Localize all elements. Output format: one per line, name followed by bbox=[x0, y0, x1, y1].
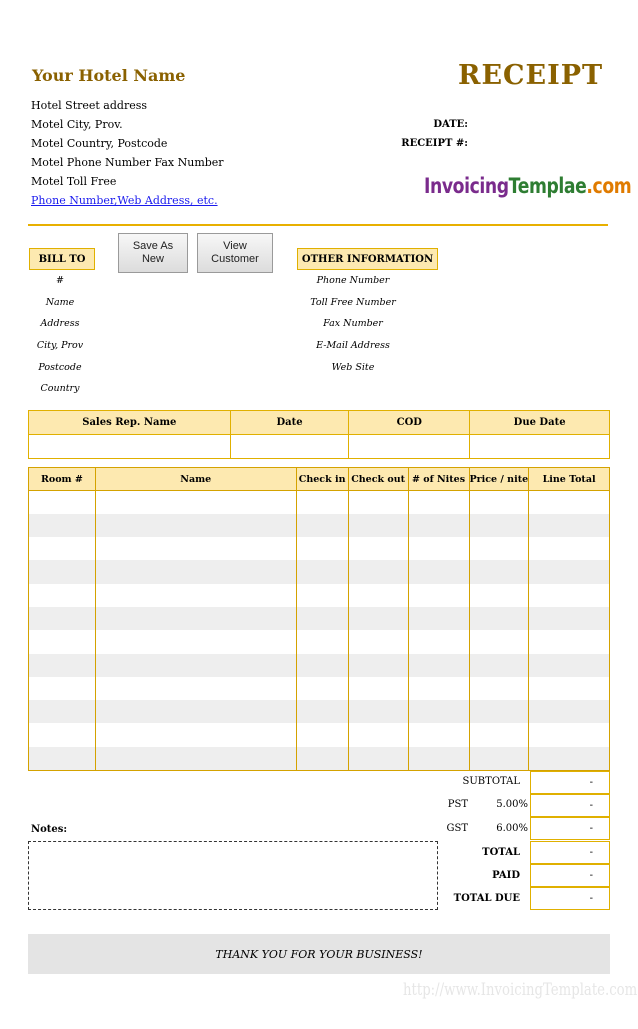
table-cell[interactable] bbox=[408, 514, 469, 537]
table-row bbox=[29, 677, 610, 700]
gst-value: - bbox=[530, 817, 610, 840]
table-cell[interactable] bbox=[296, 677, 348, 700]
table-cell[interactable] bbox=[469, 607, 529, 630]
table-row bbox=[29, 537, 610, 560]
table-cell[interactable] bbox=[296, 491, 348, 514]
table-cell[interactable] bbox=[469, 560, 529, 583]
table-cell[interactable] bbox=[95, 747, 296, 770]
notes-label: Notes: bbox=[31, 824, 68, 835]
bill-to-field-city: City, Prov bbox=[36, 340, 84, 351]
paid-label: PAID bbox=[492, 870, 520, 881]
total-value: - bbox=[530, 841, 610, 864]
room-number-header: Room # bbox=[29, 468, 96, 491]
table-cell[interactable] bbox=[408, 560, 469, 583]
table-cell[interactable] bbox=[348, 607, 408, 630]
contact-link[interactable]: Phone Number,Web Address, etc. bbox=[31, 194, 218, 207]
bill-to-field-number: # bbox=[56, 275, 64, 286]
table-cell[interactable] bbox=[348, 677, 408, 700]
other-information-header: OTHER INFORMATION bbox=[297, 248, 438, 270]
table-cell[interactable] bbox=[348, 514, 408, 537]
sales-date-cell[interactable] bbox=[230, 435, 349, 459]
table-cell[interactable] bbox=[529, 514, 610, 537]
bill-to-field-address: Address bbox=[40, 318, 80, 329]
table-cell[interactable] bbox=[348, 723, 408, 746]
table-cell[interactable] bbox=[348, 630, 408, 653]
check-out-header: Check out bbox=[348, 468, 408, 491]
table-cell[interactable] bbox=[529, 607, 610, 630]
due-date-cell[interactable] bbox=[470, 435, 610, 459]
table-cell[interactable] bbox=[95, 723, 296, 746]
table-cell[interactable] bbox=[29, 630, 96, 653]
table-cell[interactable] bbox=[408, 700, 469, 723]
address-line-city: Motel City, Prov. bbox=[31, 118, 123, 131]
table-cell[interactable] bbox=[296, 723, 348, 746]
bill-to-field-country: Country bbox=[40, 383, 80, 394]
line-total-header: Line Total bbox=[529, 468, 610, 491]
table-cell[interactable] bbox=[29, 537, 96, 560]
table-cell[interactable] bbox=[469, 514, 529, 537]
total-due-label: TOTAL DUE bbox=[453, 893, 520, 904]
table-cell[interactable] bbox=[469, 677, 529, 700]
table-cell[interactable] bbox=[29, 677, 96, 700]
table-row bbox=[29, 491, 610, 514]
other-info-email: E-Mail Address bbox=[316, 340, 390, 351]
table-row bbox=[29, 560, 610, 583]
table-cell[interactable] bbox=[296, 747, 348, 770]
pst-value: - bbox=[530, 794, 610, 817]
sales-info-table bbox=[28, 410, 610, 459]
table-cell[interactable] bbox=[296, 630, 348, 653]
table-cell[interactable] bbox=[529, 747, 610, 770]
table-cell[interactable] bbox=[29, 654, 96, 677]
table-cell[interactable] bbox=[408, 677, 469, 700]
table-row bbox=[29, 700, 610, 723]
bill-to-field-postcode: Postcode bbox=[38, 362, 82, 373]
table-cell[interactable] bbox=[529, 723, 610, 746]
table-row bbox=[29, 630, 610, 653]
table-row bbox=[29, 584, 610, 607]
table-cell[interactable] bbox=[408, 654, 469, 677]
line-items-table bbox=[28, 467, 610, 771]
thank-you-banner: THANK YOU FOR YOUR BUSINESS! bbox=[28, 934, 610, 974]
address-line-phone: Motel Phone Number Fax Number bbox=[31, 156, 224, 169]
table-cell[interactable] bbox=[29, 514, 96, 537]
table-cell[interactable] bbox=[529, 630, 610, 653]
subtotal-label: SUBTOTAL bbox=[462, 776, 520, 787]
table-cell[interactable] bbox=[29, 560, 96, 583]
bill-to-header: BILL TO bbox=[29, 248, 95, 270]
table-cell[interactable] bbox=[408, 584, 469, 607]
item-name-header: Name bbox=[95, 468, 296, 491]
table-cell[interactable] bbox=[95, 514, 296, 537]
table-cell[interactable] bbox=[529, 560, 610, 583]
bill-to-field-name: Name bbox=[45, 297, 75, 308]
table-cell[interactable] bbox=[29, 607, 96, 630]
due-date-header: Due Date bbox=[470, 411, 610, 435]
receipt-title: RECEIPT bbox=[458, 60, 604, 91]
address-line-tollfree: Motel Toll Free bbox=[31, 175, 117, 188]
view-customer-button[interactable]: View Customer bbox=[197, 233, 273, 273]
table-row bbox=[29, 607, 610, 630]
total-due-value: - bbox=[530, 887, 610, 910]
table-cell[interactable] bbox=[348, 491, 408, 514]
other-info-phone: Phone Number bbox=[316, 275, 390, 286]
table-cell[interactable] bbox=[29, 723, 96, 746]
table-cell[interactable] bbox=[296, 654, 348, 677]
address-line-country: Motel Country, Postcode bbox=[31, 137, 168, 150]
table-cell[interactable] bbox=[29, 491, 96, 514]
table-cell[interactable] bbox=[95, 584, 296, 607]
header-divider bbox=[28, 224, 608, 226]
table-cell[interactable] bbox=[348, 747, 408, 770]
table-cell[interactable] bbox=[296, 537, 348, 560]
total-label: TOTAL bbox=[482, 847, 520, 858]
address-line-street: Hotel Street address bbox=[31, 99, 148, 112]
other-info-tollfree: Toll Free Number bbox=[310, 297, 396, 308]
date-label: DATE: bbox=[433, 119, 468, 130]
table-cell[interactable] bbox=[469, 700, 529, 723]
table-cell[interactable] bbox=[29, 700, 96, 723]
check-in-header: Check in bbox=[296, 468, 348, 491]
notes-box[interactable] bbox=[28, 841, 438, 910]
table-cell[interactable] bbox=[29, 747, 96, 770]
table-cell[interactable] bbox=[95, 700, 296, 723]
brand-logo: InvoicingTemplae.com bbox=[424, 174, 632, 198]
table-cell[interactable] bbox=[348, 584, 408, 607]
cod-cell[interactable] bbox=[349, 435, 470, 459]
table-cell[interactable] bbox=[469, 491, 529, 514]
other-info-fax: Fax Number bbox=[323, 318, 383, 329]
table-cell[interactable] bbox=[469, 537, 529, 560]
table-cell[interactable] bbox=[408, 723, 469, 746]
table-cell[interactable] bbox=[529, 584, 610, 607]
watermark: http://www.InvoicingTemplate.com bbox=[403, 980, 638, 1000]
table-row bbox=[29, 747, 610, 770]
table-cell[interactable] bbox=[529, 491, 610, 514]
pst-label: PST bbox=[447, 799, 468, 810]
table-cell[interactable] bbox=[469, 654, 529, 677]
table-cell[interactable] bbox=[296, 700, 348, 723]
table-cell[interactable] bbox=[408, 747, 469, 770]
gst-label: GST bbox=[446, 823, 468, 834]
gst-rate[interactable]: 6.00% bbox=[496, 823, 528, 834]
sales-date-header: Date bbox=[230, 411, 349, 435]
other-info-website: Web Site bbox=[331, 362, 375, 373]
table-row bbox=[29, 654, 610, 677]
table-cell[interactable] bbox=[95, 677, 296, 700]
table-cell[interactable] bbox=[296, 560, 348, 583]
table-cell[interactable] bbox=[408, 607, 469, 630]
table-cell[interactable] bbox=[469, 584, 529, 607]
table-cell[interactable] bbox=[469, 630, 529, 653]
table-cell[interactable] bbox=[408, 630, 469, 653]
sales-rep-cell[interactable] bbox=[29, 435, 231, 459]
sales-rep-header: Sales Rep. Name bbox=[29, 411, 231, 435]
table-row bbox=[29, 723, 610, 746]
table-cell[interactable] bbox=[348, 537, 408, 560]
table-cell[interactable] bbox=[296, 584, 348, 607]
nites-header: # of Nites bbox=[408, 468, 469, 491]
table-cell[interactable] bbox=[529, 700, 610, 723]
table-cell[interactable] bbox=[296, 607, 348, 630]
table-cell[interactable] bbox=[408, 537, 469, 560]
price-per-nite-header: Price / nite bbox=[469, 468, 529, 491]
table-cell[interactable] bbox=[348, 700, 408, 723]
table-cell[interactable] bbox=[95, 654, 296, 677]
receipt-number-label: RECEIPT #: bbox=[401, 138, 468, 149]
table-cell[interactable] bbox=[529, 537, 610, 560]
table-cell[interactable] bbox=[95, 630, 296, 653]
table-cell[interactable] bbox=[29, 584, 96, 607]
table-cell[interactable] bbox=[95, 491, 296, 514]
paid-value[interactable]: - bbox=[530, 864, 610, 887]
table-cell[interactable] bbox=[408, 491, 469, 514]
table-cell[interactable] bbox=[348, 560, 408, 583]
table-cell[interactable] bbox=[469, 723, 529, 746]
pst-rate[interactable]: 5.00% bbox=[496, 799, 528, 810]
table-cell[interactable] bbox=[469, 747, 529, 770]
table-cell[interactable] bbox=[95, 537, 296, 560]
hotel-name: Your Hotel Name bbox=[32, 66, 186, 85]
table-cell[interactable] bbox=[296, 514, 348, 537]
subtotal-value: - bbox=[530, 771, 610, 794]
table-cell[interactable] bbox=[95, 607, 296, 630]
table-cell[interactable] bbox=[95, 560, 296, 583]
save-as-new-button[interactable]: Save As New bbox=[118, 233, 188, 273]
table-cell[interactable] bbox=[529, 677, 610, 700]
table-row bbox=[29, 514, 610, 537]
table-cell[interactable] bbox=[348, 654, 408, 677]
table-cell[interactable] bbox=[529, 654, 610, 677]
cod-header: COD bbox=[349, 411, 470, 435]
